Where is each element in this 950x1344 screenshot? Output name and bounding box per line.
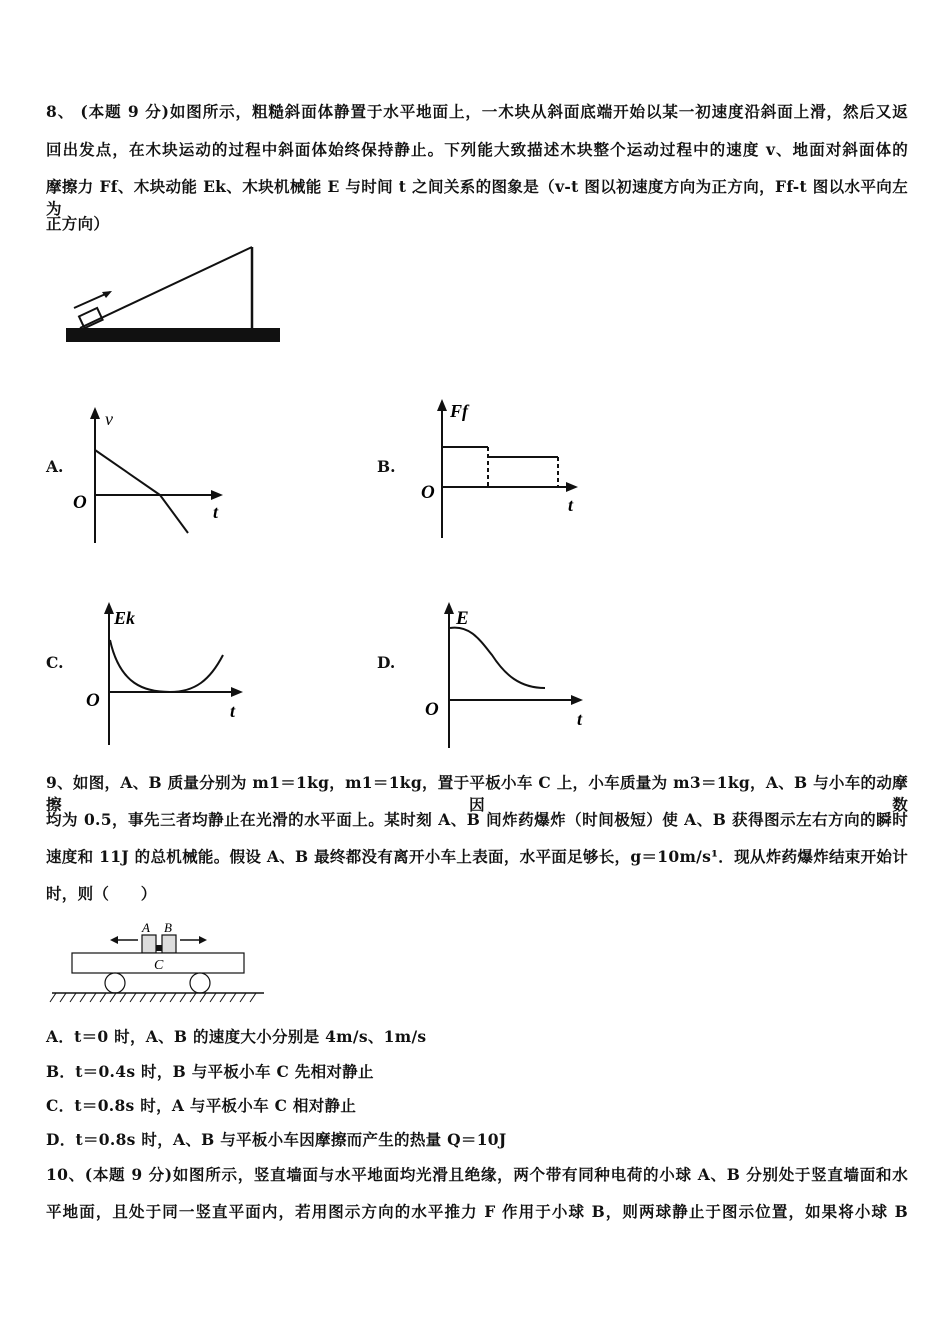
q9-line-1: 9、如图，A、B 质量分别为 m1＝1kg，m1＝1kg，置于平板小车 C 上，小车质量为 m3＝1kg，A、B 与小车的动摩擦因数 (46, 773, 908, 814)
cart-figure (50, 915, 270, 1010)
q9-option-c[interactable]: C．t＝0.8s 时，A 与平板小车 C 相对静止 (46, 1096, 357, 1115)
q8-option-a-label[interactable]: A. (46, 457, 64, 476)
graph-b-origin: O (421, 482, 435, 503)
q8-option-c-label[interactable]: C. (46, 653, 64, 672)
graph-d-x-label: t (577, 709, 583, 729)
q8-line-2: 回出发点，在木块运动的过程中斜面体始终保持静止。下列能大致描述木块整个运动过程中的速度 v、地面对斜面体的 (46, 140, 908, 159)
graph-c-origin: O (86, 690, 100, 711)
graph-b-y-label: Ff (450, 401, 468, 421)
block-b-label: B (164, 920, 172, 935)
incline-figure (60, 240, 285, 352)
graph-a-x-label: t (213, 502, 219, 522)
q9-line-3: 速度和 11J 的总机械能。假设 A、B 最终都没有离开小车上表面，水平面足够长，g＝10m/s¹．现从炸药爆炸结束开始计 (46, 847, 908, 866)
q9-option-a[interactable]: A．t＝0 时，A、B 的速度大小分别是 4m/s、1m/s (46, 1027, 427, 1046)
graph-d-y-label: E (456, 608, 469, 629)
q9-line-4: 时，则（ ） (46, 884, 157, 903)
q9-line-2: 均为 0.5，事先三者均静止在光滑的水平面上。某时刻 A、B 间炸药爆炸（时间极短）使 A、B 获得图示左右方向的瞬时 (46, 810, 908, 829)
q8-option-d-label[interactable]: D. (377, 653, 396, 672)
graph-c[interactable] (80, 600, 255, 750)
block-a-label: A (142, 920, 150, 935)
q8-line-4: 正方向） (46, 214, 110, 233)
q8-line-1: 8、 (本题 9 分)如图所示，粗糙斜面体静置于水平地面上，一木块从斜面底端开始以某一初速度沿斜面上滑，然后又返 (46, 102, 908, 121)
cart-c-label: C (154, 958, 164, 973)
graph-c-x-label: t (230, 701, 236, 721)
q9-option-b[interactable]: B．t＝0.4s 时，B 与平板小车 C 先相对静止 (46, 1062, 374, 1081)
q8-line-3: 摩擦力 Ff、木块动能 Ek、木块机械能 E 与时间 t 之间关系的图象是（v-t 图以初速度方向为正方向，Ff-t 图以水平向左为 (46, 177, 908, 218)
graph-b-x-label: t (568, 495, 574, 515)
q9-option-d[interactable]: D．t＝0.8s 时，A、B 与平板小车因摩擦而产生的热量 Q＝10J (46, 1130, 507, 1149)
q8-option-b-label[interactable]: B. (377, 457, 396, 476)
graph-a[interactable] (65, 405, 240, 545)
graph-d[interactable] (420, 600, 595, 750)
graph-b[interactable] (415, 395, 590, 540)
graph-a-origin: O (73, 492, 87, 513)
q10-line-1: 10、(本题 9 分)如图所示，竖直墙面与水平地面均光滑且绝缘，两个带有同种电荷的小球 A、B 分别处于竖直墙面和水 (46, 1165, 908, 1184)
graph-a-y-label: v (105, 409, 113, 429)
q10-line-2: 平地面，且处于同一竖直平面内，若用图示方向的水平推力 F 作用于小球 B，则两球静止于图示位置，如果将小球 B (46, 1202, 908, 1221)
graph-c-y-label: Ek (114, 608, 136, 628)
graph-d-origin: O (425, 699, 439, 720)
